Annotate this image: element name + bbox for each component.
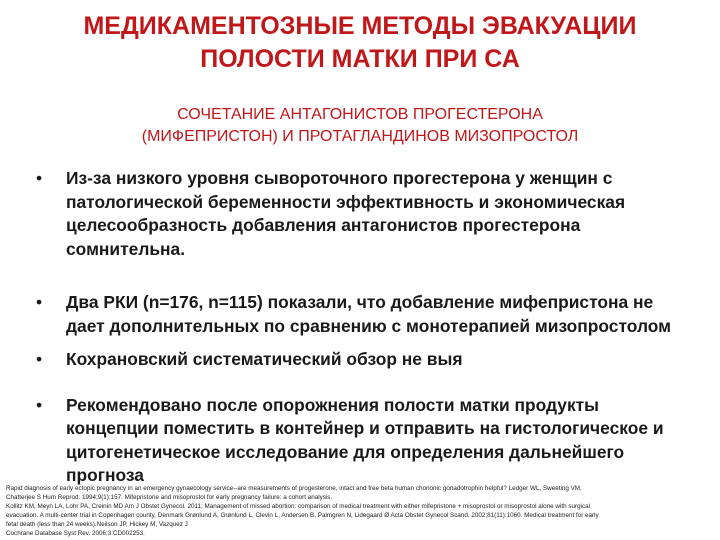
- bullet-text: Из-за низкого уровня сывороточного прогестерона у женщин с патологической беременности эффективность и экономическая целесообразность добавления антагонистов прогестерона сомнительна.: [66, 168, 626, 259]
- subtitle-line-1: СОЧЕТАНИЕ АНТАГОНИСТОВ ПРОГЕСТЕРОНА: [177, 106, 543, 123]
- reference-line: Kollitz KM, Meyn LA, Lohr PA, Creinin MD Am J Obstet Gynecol. 2011; Management of missed abortion: comparison of medical treatment with either mifepristone + misoprostol or misoprostol alone with surgical: [6, 503, 591, 510]
- reference-line: Cochrane Database Syst Rev. 2006;3:CD002253.: [6, 530, 145, 537]
- bullet-text: Рекомендовано после опорожнения полости матки продукты концепции поместить в контейнер и отправить на гистологическое и цитогенетическое исследование для определения дальнейшего прогноза: [66, 394, 664, 485]
- bullet-item: [36, 348, 696, 372]
- bullet-dot-icon: •: [36, 292, 43, 312]
- title-line-2: ПОЛОСТИ МАТКИ ПРИ СА: [200, 45, 520, 73]
- bullet-dot-icon: •: [36, 168, 43, 188]
- reference-line: Rapid diagnosis of early ectopic pregnancy in an emergency gynaecology service--are measurements of progesterone, intact and free beta human chorionic gonadotrophin helpful? Ledger WL, Sweeting VM,: [6, 485, 582, 492]
- references: [6, 484, 718, 538]
- reference-line: fetal death (less than 24 weeks).Neilson JP, Hickey M, Vazquez J: [6, 521, 188, 528]
- bullet-text: Кохрановский систематический обзор не выя: [66, 349, 463, 369]
- reference-line: evacuation. A multi-center trial in Copenhagen county, Denmark Grønlund A, Grønlund L, Clevin L, Andersen B, Palmgren N, Lidegaard Ø Acta Obstet Gynecol Scand. 2002;81(11):1060. Medical treatment for early: [6, 512, 599, 519]
- bullet-item: [36, 167, 696, 261]
- slide-title: [0, 10, 720, 76]
- title-line-1: МЕДИКАМЕНТОЗНЫЕ МЕТОДЫ ЭВАКУАЦИИ: [83, 12, 637, 40]
- subtitle-line-2: (МИФЕПРИСТОН) И ПРОТАГЛАНДИНОВ МИЗОПРОСТОЛ: [141, 128, 579, 145]
- bullet-list: [36, 167, 696, 488]
- bullet-item: [36, 394, 696, 488]
- bullet-dot-icon: •: [36, 394, 43, 415]
- slide-subtitle: [0, 104, 720, 148]
- bullet-text: Два РКИ (n=176, n=115) показали, что добавление мифепристона не дает дополнительных по сравнению с монотерапией мизопростолом: [66, 292, 672, 336]
- bullet-item: [36, 291, 696, 338]
- reference-line: Chatterjee S Hum Reprod. 1994;9(1):157. Mifepristone and misoprostol for early pregnancy failure: a cohort analysis.: [6, 494, 333, 501]
- bullet-dot-icon: •: [36, 349, 43, 369]
